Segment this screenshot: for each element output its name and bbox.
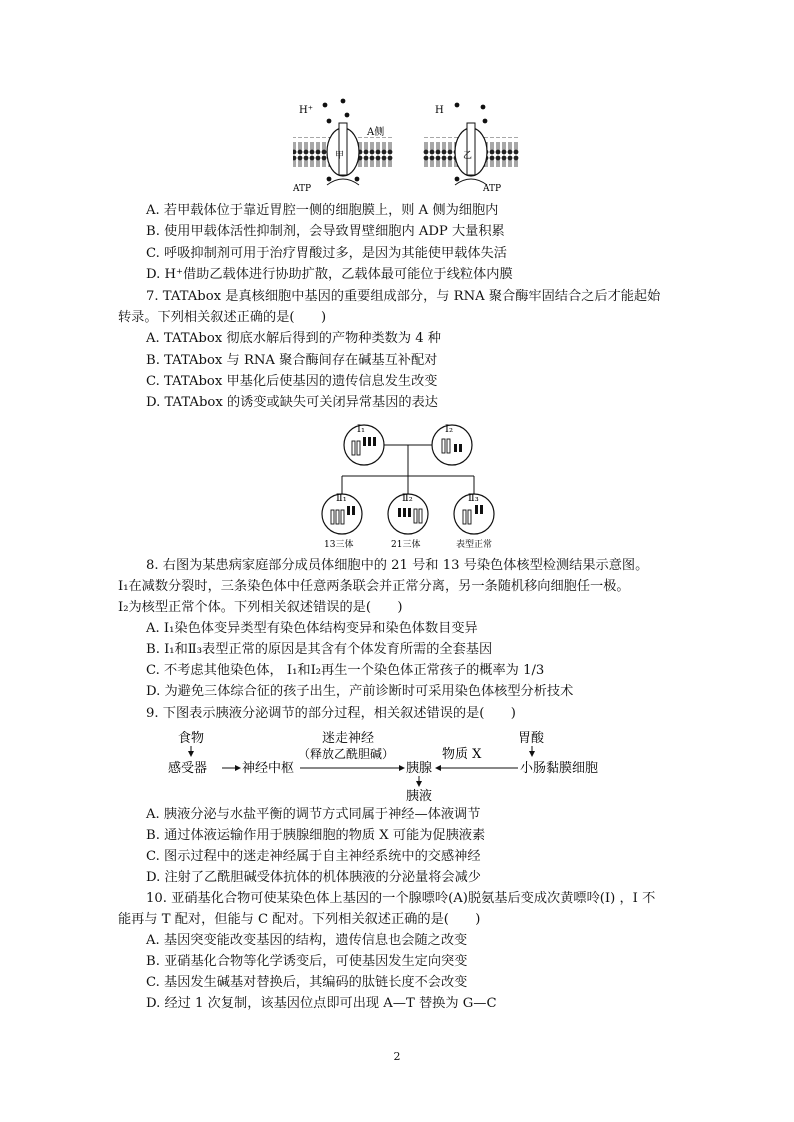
q7-option-c: C. TATAbox 甲基化后使基因的遗传信息发生改变 [146,374,438,389]
q10-option-c: C. 基因发生碱基对替换后，其编码的肽链长度不会改变 [146,975,468,990]
q7-option-a: A. TATAbox 彻底水解后得到的产物种类数为 4 种 [146,331,441,346]
substance-x-label: 物质 X [442,747,482,762]
ii2-caption: 21三体 [391,540,421,550]
q7-stem-line-1: 7. TATAbox 是真核细胞中基因的重要组成部分，与 RNA 聚合酶牢固结合之后才能起始 [146,289,661,304]
q10-option-d: D. 经过 1 次复制，该基因位点即可出现 A—T 替换为 G—C [146,996,497,1011]
vagus-nerve-label: 迷走神经 [322,731,375,746]
right-carrier-label: 乙 [463,151,473,161]
gastric-acid-label: 胃酸 [518,731,545,746]
acetylcholine-label: （释放乙酰胆碱） [298,747,395,761]
left-atp-label: ATP [293,184,312,194]
i2-label: Ⅰ₂ [445,424,453,435]
membrane-figure [285,95,525,195]
food-label: 食物 [178,731,205,746]
q10-option-b: B. 亚硝基化合物等化学诱变后，可使基因发生定向突变 [146,954,468,969]
q8-stem-line-3: Ⅰ₂为核型正常个体。下列相关叙述错误的是( ) [118,600,403,615]
q6-option-c: C. 呼吸抑制剂可用于治疗胃酸过多，是因为其能使甲载体失活 [146,246,507,261]
intestinal-mucosa-label: 小肠黏膜细胞 [520,761,599,776]
receptor-label: 感受器 [168,761,208,776]
q7-stem-line-2: 转录。下列相关叙述正确的是( ) [118,310,327,325]
ii3-caption: 表型正常 [456,540,493,550]
right-atp-label: ATP [483,184,502,194]
i1-label: Ⅰ₁ [357,424,365,435]
q9-stem: 9. 下图表示胰液分泌调节的部分过程，相关叙述错误的是( ) [146,706,516,721]
left-h-label: H⁺ [299,105,313,116]
q9-option-d: D. 注射了乙酰胆碱受体抗体的机体胰液的分泌量将会减少 [146,870,481,885]
q10-stem-line-2: 能再与 T 配对，但能与 C 配对。下列相关叙述正确的是( ) [118,912,481,927]
q7-option-b: B. TATAbox 与 RNA 聚合酶间存在碱基互补配对 [146,353,438,368]
q9-option-a: A. 胰液分泌与水盐平衡的调节方式同属于神经—体液调节 [146,807,481,822]
pedigree-figure [312,420,512,550]
q10-stem-line-1: 10. 亚硝基化合物可使某染色体上基因的一个腺嘌呤(A)脱氨基后变成次黄嘌呤(I) ，I 不 [146,891,656,906]
q6-option-b: B. 使用甲载体活性抑制剂，会导致胃壁细胞内 ADP 大量积累 [146,224,505,239]
nerve-center-label: 神经中枢 [242,761,295,776]
ii3-label: Ⅱ₃ [468,493,479,504]
ii1-label: Ⅱ₁ [336,493,347,504]
left-carrier-label: 甲 [335,151,345,161]
q8-option-a: A. Ⅰ₁染色体变异类型有染色体结构变异和染色体数目变异 [146,621,478,636]
pancreas-label: 胰腺 [406,761,433,776]
q8-option-c: C. 不考虑其他染色体， Ⅰ₁和Ⅰ₂再生一个染色体正常孩子的概率为 1/3 [146,663,545,678]
q10-option-a: A. 基因突变能改变基因的结构，遗传信息也会随之改变 [146,933,468,948]
q8-stem-line-2: Ⅰ₁在减数分裂时，三条染色体中任意两条联会并正常分离，另一条随机移向细胞任一极。 [118,579,630,594]
q9-option-b: B. 通过体液运输作用于胰腺细胞的物质 X 可能为促胰液素 [146,828,486,843]
side-a-label: A侧 [367,127,385,138]
right-h-label: H [435,105,444,116]
ii2-label: Ⅱ₂ [402,493,413,504]
q8-option-d: D. 为避免三体综合征的孩子出生，产前诊断时可采用染色体核型分析技术 [146,684,574,699]
q6-option-d: D. H⁺借助乙载体进行协助扩散，乙载体最可能位于线粒体内膜 [146,267,513,282]
page-number: 2 [393,1050,401,1063]
q9-option-c: C. 图示过程中的迷走神经属于自主神经系统中的交感神经 [146,849,481,864]
pancreatic-juice-label: 胰液 [406,789,433,804]
ii1-caption: 13三体 [324,540,354,550]
q8-option-b: B. Ⅰ₁和Ⅱ₃表型正常的原因是其含有个体发育所需的全套基因 [146,642,493,657]
pancreas-regulation-figure [160,722,640,804]
q7-option-d: D. TATAbox 的诱变或缺失可关闭异常基因的表达 [146,395,438,410]
q8-stem-line-1: 8. 右图为某患病家庭部分成员体细胞中的 21 号和 13 号染色体核型检测结果示意图。 [146,558,649,573]
q6-option-a: A. 若甲载体位于靠近胃腔一侧的细胞膜上，则 A 侧为细胞内 [146,203,499,218]
